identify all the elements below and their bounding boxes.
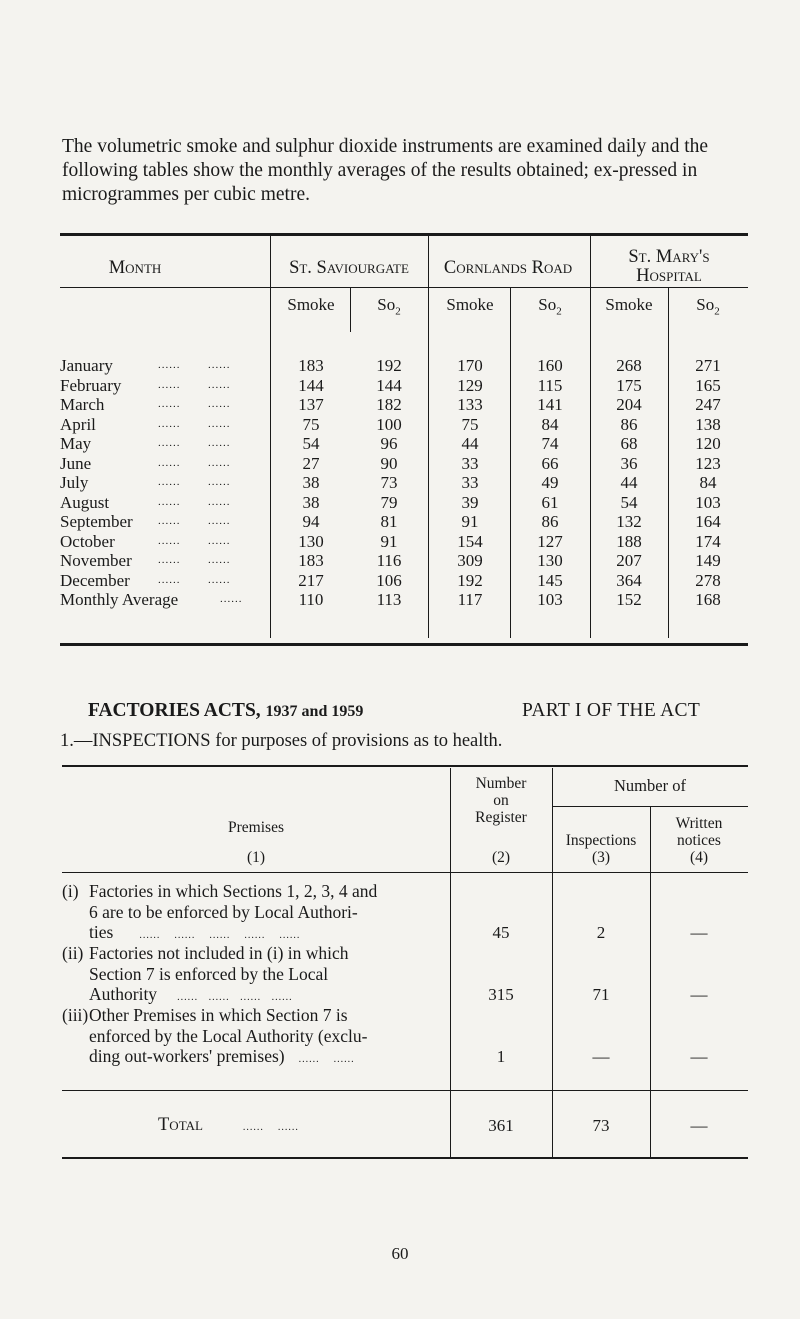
cell-value: 152 <box>616 590 642 609</box>
cell-value: 268 <box>616 356 642 375</box>
part-heading: PART I OF THE ACT <box>522 700 701 721</box>
smoke-subheader: Smoke <box>605 295 653 314</box>
table-row <box>60 395 748 415</box>
header-rule <box>60 287 748 288</box>
station-header: St. Saviourgate <box>289 258 409 278</box>
table-row <box>60 473 748 493</box>
month-label: September ...... ...... <box>60 512 231 531</box>
register-value: 45 <box>492 923 510 942</box>
cell-value: 73 <box>380 473 398 492</box>
cell-value: 192 <box>457 570 483 590</box>
cell-value: 183 <box>298 551 324 570</box>
station-header <box>590 248 748 286</box>
factories-acts-heading: FACTORIES ACTS, 1937 and 1959 PART I OF THE ACT <box>88 700 701 721</box>
cell-value: 75 <box>302 414 320 434</box>
total-label: Total ...... ...... <box>158 1115 299 1135</box>
month-label: December ...... ...... <box>60 570 231 590</box>
cell-value: 138 <box>695 414 721 434</box>
smoke-subheader: Smoke <box>446 295 494 314</box>
station-header: Cornlands Road <box>443 258 573 278</box>
cell-value: 137 <box>298 395 324 414</box>
cell-value: 110 <box>298 590 324 609</box>
cell-value: 86 <box>541 512 559 531</box>
cell-value: 207 <box>616 551 642 570</box>
cell-value: 123 <box>695 453 721 473</box>
table-row <box>60 415 748 435</box>
inspections-value: 71 <box>592 985 610 1004</box>
cell-value: 49 <box>541 473 559 492</box>
cell-value: 116 <box>376 551 402 570</box>
header-rule <box>62 872 748 873</box>
cell-value: 115 <box>537 375 563 395</box>
cell-value: 183 <box>298 356 324 375</box>
cell-value: 154 <box>457 531 483 551</box>
so2-subheader: $So_2$ <box>377 295 401 318</box>
inspections-table: Premises (1) Number on Register (2) Number of Inspections (3) Written notices (4) (i) Factories in which Sections 1, 2, 3, 4 and 6 are to be enforced by Local Authori- ties ...... ...... ...... ...... ...... 45 2 — (ii) Factories not included in (i) in which Section 7 is enforced by the Local Authority ...... ...... ...... ...... 315 71 — (iii) Other Premises in which Section 7 is enforced by the Local Authority (exclu- ding out-workers' premises) ...... ...... 1 — — Total ...... ...... 361 73 — <box>62 765 748 767</box>
so2-subheader: $So_2$ <box>538 295 562 318</box>
table-row <box>60 590 748 610</box>
month-label: May ...... ...... <box>60 434 231 453</box>
column-rule <box>350 288 351 332</box>
month-label: April ...... ...... <box>60 414 231 434</box>
table-row <box>60 434 748 454</box>
table-bottom-rule <box>62 1157 748 1159</box>
month-label: January ...... ...... <box>60 356 231 375</box>
cell-value: 103 <box>537 590 563 609</box>
cell-value: 309 <box>457 551 483 570</box>
month-label: November ...... ...... <box>60 551 231 570</box>
cell-value: 27 <box>302 453 320 473</box>
inspections-subheading: 1.—INSPECTIONS for purposes of provisions as to health. <box>60 731 503 751</box>
cell-value: 130 <box>298 531 324 551</box>
cell-value: 39 <box>461 492 479 512</box>
notices-value: — <box>690 985 708 1004</box>
total-notices: — <box>690 1116 708 1135</box>
cell-value: 33 <box>461 473 479 492</box>
register-header: Number on Register <box>475 775 527 826</box>
written-notices-header: Written notices <box>675 815 723 849</box>
notices-value: — <box>690 1047 708 1066</box>
inspections-value: — <box>592 1047 610 1066</box>
inspections-value: 2 <box>596 923 606 942</box>
month-label: July ...... ...... <box>60 473 231 492</box>
cell-value: 160 <box>537 356 563 375</box>
cell-value: 84 <box>541 414 559 434</box>
inspections-header: Inspections <box>565 832 637 849</box>
table-top-rule <box>60 233 748 236</box>
month-label: August ...... ...... <box>60 492 231 512</box>
table-row <box>60 551 748 571</box>
cell-value: 204 <box>616 395 642 414</box>
cell-value: 129 <box>457 375 483 395</box>
cell-value: 127 <box>537 531 563 551</box>
cell-value: 278 <box>695 570 721 590</box>
table-row <box>60 454 748 474</box>
cell-value: 100 <box>376 414 402 434</box>
register-value: 1 <box>496 1047 506 1066</box>
table-row <box>60 512 748 532</box>
cell-value: 133 <box>457 395 483 414</box>
cell-value: 54 <box>302 434 320 453</box>
cell-value: 75 <box>461 414 479 434</box>
month-label: March ...... ...... <box>60 395 231 414</box>
table-row <box>60 376 748 396</box>
total-inspections: 73 <box>592 1116 610 1135</box>
cell-value: 38 <box>302 492 320 512</box>
cell-value: 36 <box>620 453 638 473</box>
cell-value: 132 <box>616 512 642 531</box>
cell-value: 174 <box>695 531 721 551</box>
cell-value: 141 <box>537 395 563 414</box>
cell-value: 182 <box>376 395 402 414</box>
cell-value: 188 <box>616 531 642 551</box>
table-top-rule <box>62 765 748 767</box>
station-name: St. Mary's Hospital <box>628 247 710 286</box>
month-label: June ...... ...... <box>60 453 231 473</box>
cell-value: 44 <box>620 473 638 492</box>
table-row <box>60 493 748 513</box>
table-bottom-rule <box>60 643 748 646</box>
cell-value: 74 <box>541 434 559 453</box>
cell-value: 364 <box>616 570 642 590</box>
cell-value: 54 <box>620 492 638 512</box>
cell-value: 79 <box>380 492 398 512</box>
cell-value: 103 <box>695 492 721 512</box>
cell-value: 144 <box>376 375 402 395</box>
premises-col-num: (1) <box>246 849 266 866</box>
cell-value: 247 <box>695 395 721 414</box>
smoke-so2-table <box>60 233 748 609</box>
cell-value: 90 <box>380 453 398 473</box>
page-number: 60 <box>391 1244 409 1263</box>
cell-value: 96 <box>380 434 398 453</box>
cell-value: 170 <box>457 356 483 375</box>
register-value: 315 <box>488 985 514 1004</box>
inspections-col-num: (3) <box>591 849 611 866</box>
table-row <box>60 571 748 591</box>
table-row <box>60 356 748 376</box>
cell-value: 91 <box>461 512 479 531</box>
month-header: Month <box>108 258 162 278</box>
month-label: October ...... ...... <box>60 531 231 551</box>
column-rule <box>450 768 451 1157</box>
cell-value: 217 <box>298 570 324 590</box>
cell-value: 130 <box>537 551 563 570</box>
cell-value: 168 <box>695 590 721 609</box>
smoke-rows <box>60 356 748 610</box>
cell-value: 145 <box>537 570 563 590</box>
cell-value: 271 <box>695 356 721 375</box>
cell-value: 106 <box>376 570 402 590</box>
intro-paragraph: The volumetric smoke and sulphur dioxide instruments are examined daily and the following tables show the monthly averages of the results obtained; ex-pressed in microgrammes per cubic metre. <box>62 136 709 205</box>
cell-value: 175 <box>616 375 642 395</box>
cell-value: 113 <box>376 590 402 609</box>
cell-value: 120 <box>695 434 721 453</box>
notices-value: — <box>690 923 708 942</box>
cell-value: 44 <box>461 434 479 453</box>
column-rule <box>552 768 553 1157</box>
premises-header: Premises <box>228 819 284 836</box>
cell-value: 149 <box>695 551 721 570</box>
cell-value: 38 <box>302 473 320 492</box>
cell-value: 81 <box>380 512 398 531</box>
cell-value: 192 <box>376 356 402 375</box>
cell-value: 61 <box>541 492 559 512</box>
cell-value: 66 <box>541 453 559 473</box>
cell-value: 68 <box>620 434 638 453</box>
register-col-num: (2) <box>491 849 511 866</box>
total-register: 361 <box>488 1116 514 1135</box>
cell-value: 165 <box>695 375 721 395</box>
table-row <box>60 532 748 552</box>
so2-subheader: $So_2$ <box>696 295 720 318</box>
notices-col-num: (4) <box>689 849 709 866</box>
cell-value: 117 <box>457 590 483 609</box>
cell-value: 84 <box>699 473 717 492</box>
column-rule <box>650 807 651 1157</box>
cell-value: 94 <box>302 512 320 531</box>
month-label: Monthly Average ...... <box>60 590 243 609</box>
cell-value: 144 <box>298 375 324 395</box>
total-rule <box>62 1090 748 1091</box>
cell-value: 164 <box>695 512 721 531</box>
number-of-header: Number of <box>614 776 686 795</box>
cell-value: 86 <box>620 414 638 434</box>
cell-value: 33 <box>461 453 479 473</box>
month-label: February ...... ...... <box>60 375 231 395</box>
cell-value: 91 <box>380 531 398 551</box>
smoke-subheader: Smoke <box>287 295 335 314</box>
